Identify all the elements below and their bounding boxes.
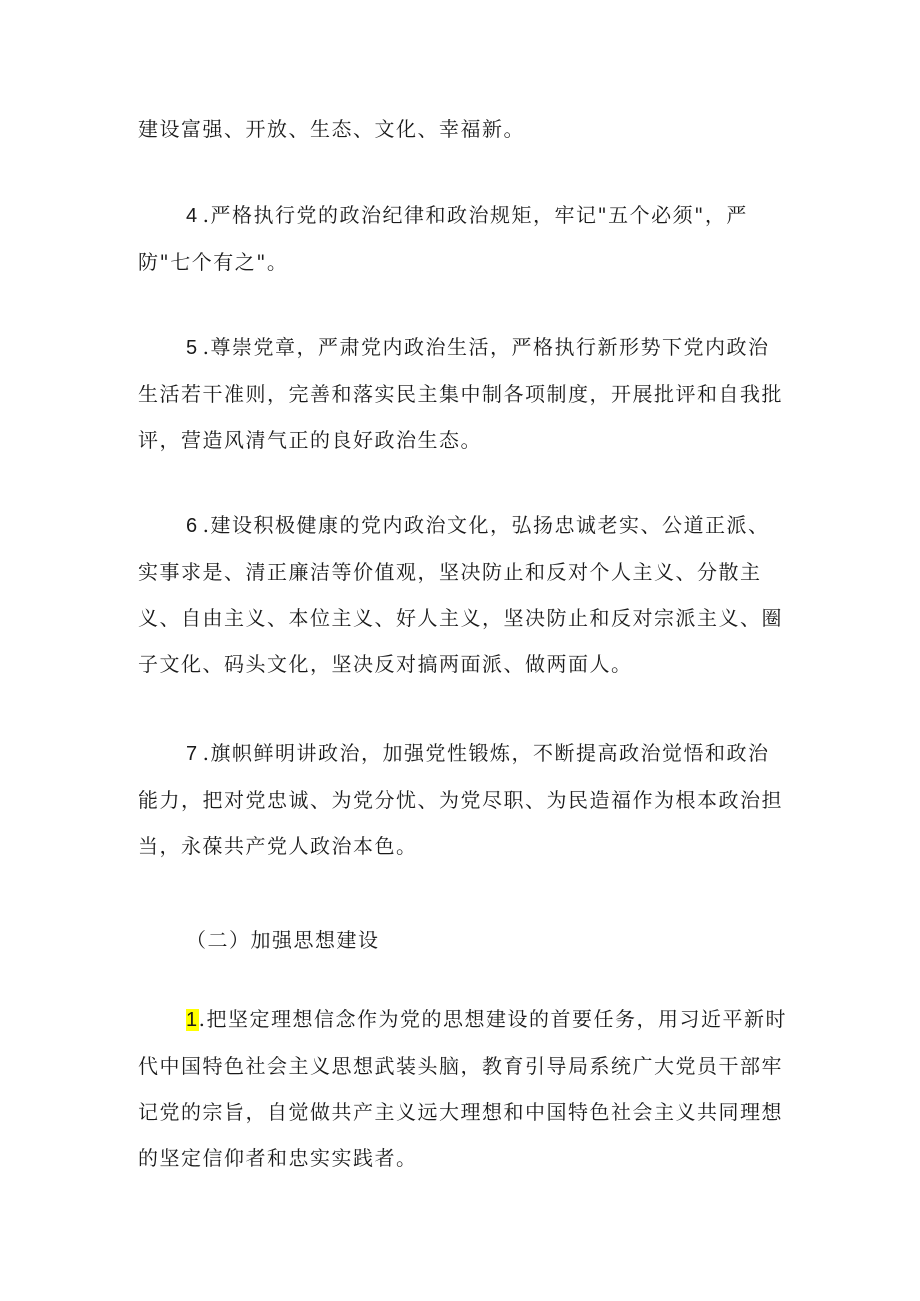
paragraph-item-7 [138,730,788,869]
highlighted-item-number: 1 [186,1009,199,1031]
paragraph-item-6 [138,502,788,687]
item-number: 4 [186,205,199,227]
item-number: 6 [186,515,199,537]
paragraph-continuation [138,106,788,152]
paragraph-item-1-highlighted [138,996,788,1181]
paragraph-text: .严格执行党的政治纪律和政治规矩，牢记"五个必须"，严防"七个有之"。 [138,203,748,274]
item-number: 5 [186,337,199,359]
paragraph-text: .尊崇党章，严肃党内政治生活，严格执行新形势下党内政治生活若干准则，完善和落实民主集中制各项制度，开展批评和自我批评，营造风清气正的良好政治生态。 [138,335,783,452]
paragraph-item-4 [138,192,788,285]
paragraph-text: .把坚定理想信念作为党的思想建设的首要任务，用习近平新时代中国特色社会主义思想武装头脑，教育引导局系统广大党员干部牢记党的宗旨，自觉做共产主义远大理想和中国特色社会主义共同理想的坚定信仰者和忠实实践者。 [138,1007,787,1170]
paragraph-text: .旗帜鲜明讲政治，加强党性锻炼，不断提高政治觉悟和政治能力，把对党忠诚、为党分忧、为党尽职、为民造福作为根本政治担当，永葆共产党人政治本色。 [138,741,783,858]
paragraph-text: 建设富强、开放、生态、文化、幸福新。 [138,117,525,141]
section-heading: （二）加强思想建设 [186,928,380,952]
item-number: 7 [186,743,199,765]
paragraph-item-5 [138,324,788,463]
paragraph-text: .建设积极健康的党内政治文化，弘扬忠诚老实、公道正派、实事求是、清正廉洁等价值观，坚决防止和反对个人主义、分散主义、自由主义、本位主义、好人主义，坚决防止和反对宗派主义、圈子文化、码头文化，坚决反对搞两面派、做两面人。 [138,513,783,676]
